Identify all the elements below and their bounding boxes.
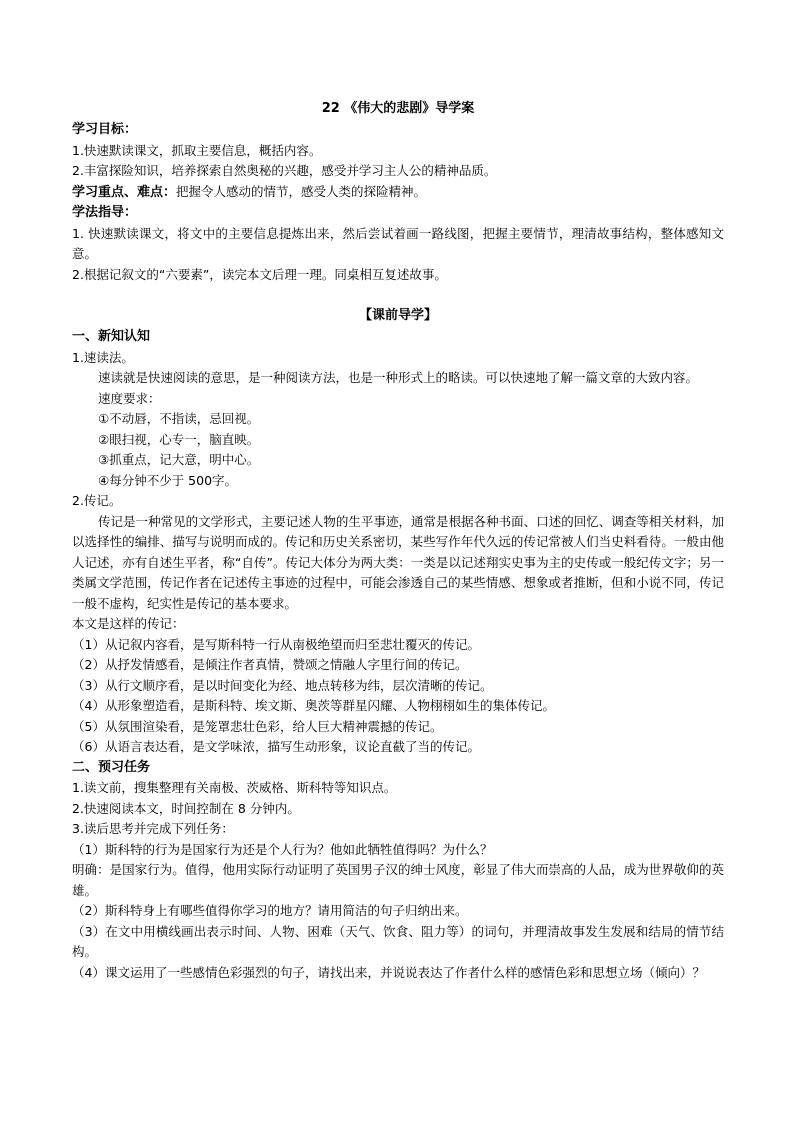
task-item: 3.读后思考并完成下列任务： (72, 821, 234, 836)
speed-reading-text: 速读就是快速阅读的意思，是一种阅读方法，也是一种形式上的略读。可以快速地了解一篇文章的大致内容。 (98, 370, 699, 385)
part2-heading: 二、预习任务 (72, 759, 151, 775)
objectives-heading: 学习目标： (72, 122, 138, 137)
task-item: 1.读文前，搜集整理有关南极、茨威格、斯科特等知识点。 (72, 780, 397, 795)
key-points (72, 182, 724, 204)
this-text-label: 本文是这样的传记： (72, 616, 185, 631)
biography-title: 2.传记。 (72, 493, 122, 508)
speed-requirement-item: ③抓重点，记大意，明中心。 (98, 452, 260, 467)
speed-requirement-item: ①不动唇，不指读，忌回视。 (98, 411, 260, 426)
speed-requirements-label: 速度要求： (98, 390, 161, 406)
method-heading: 学法指导： (72, 205, 138, 220)
task-item: 2.快速阅读本文，时间控制在 8 分钟内。 (72, 800, 300, 816)
question-1: （1）斯科特的行为是国家行为还是个人行为？他如此牺牲值得吗？为什么？ (72, 841, 493, 857)
key-points-heading: 学习重点、难点： (72, 184, 177, 200)
objective-item: 1.快速默读课文，抓取主要信息，概括内容。 (72, 142, 322, 158)
biography-point: （2）从抒发情感看，是倾注作者真情，赞颂之情融人字里行间的传记。 (72, 657, 468, 672)
biography-text: 传记是一种常见的文学形式，主要记述人物的生平事迹，通常是根据各种书面、口述的回忆、调查等相关材料，加以选择性的编排、描写与说明而成的。传记和历史关系密切，某些写作年代久远的传记常被人们当史料看待。一般由他人记述，亦有自述生平者，称“自传”。传记大体分为两大类：一类是以记述翔实史事为主的史传或一般纪传文字；另一类属文学范围，传记作者在记述传主事迹的过程中，可能会渗透自己的某些情感、想象或者推断，但和小说不同，传记一般不虚构，纪实性是传记的基本要求。 (72, 513, 724, 611)
document-page (72, 98, 724, 983)
speed-requirement-item: ④每分钟不少于 500字。 (98, 472, 238, 488)
section-title-preview: 【课前导学】 (358, 308, 437, 323)
question-2: （2）斯科特身上有哪些值得你学习的地方？请用简洁的句子归纳出来。 (72, 903, 468, 918)
biography-point: （3）从行文顺序看，是以时间变化为经、地点转移为纬，层次清晰的传记。 (72, 677, 493, 693)
biography-point: （5）从氛围渲染看，是笼罩悲壮色彩，给人巨大精神震撼的传记。 (72, 718, 443, 734)
question-4: （4）课文运用了一些感情色彩强烈的句子，请找出来，并说说表达了作者什么样的感情色彩和思想立场（倾向）？ (72, 964, 705, 980)
key-points-text: 把握令人感动的情节，感受人类的探险精神。 (176, 183, 427, 199)
method-item: 2.根据记叙文的“六要素”，读完本文后理一理。同桌相互复述故事。 (72, 266, 447, 282)
biography-point: （6）从语言表达看，是文学味浓，描写生动形象，议论直截了当的传记。 (72, 739, 480, 754)
part1-heading: 一、新知认知 (72, 329, 151, 344)
question-3: （3）在文中用横线画出表示时间、人物、困难（天气、饮食、阻力等）的词句，并理清故事发生发展和结局的情节结构。 (72, 923, 724, 959)
document-title: 22 《伟大的悲剧》导学案 (321, 101, 475, 116)
method-item: 1. 快速默读课文，将文中的主要信息提炼出来，然后尝试着画一路线图，把握主要情节，理清故事结构，整体感知文意。 (72, 225, 724, 261)
biography-point: （1）从记叙内容看，是写斯科特一行从南极绝望而归至悲壮覆灭的传记。 (72, 636, 480, 652)
speed-requirement-item: ②眼扫视，心专一，脑直映。 (98, 431, 260, 447)
objective-item: 2.丰富探险知识，培养探索自然奥秘的兴趣，感受并学习主人公的精神品质。 (72, 163, 497, 178)
speed-reading-title: 1.速读法。 (72, 349, 134, 365)
biography-point: （4）从形象塑造看，是斯科特、埃文斯、奥茨等群星闪耀、人物栩栩如生的集体传记。 (72, 698, 555, 713)
answer-1: 明确：是国家行为。值得，他用实际行动证明了英国男子汉的绅士风度，彰显了伟大而崇高的人品，成为世界敬仰的英雄。 (72, 862, 724, 898)
